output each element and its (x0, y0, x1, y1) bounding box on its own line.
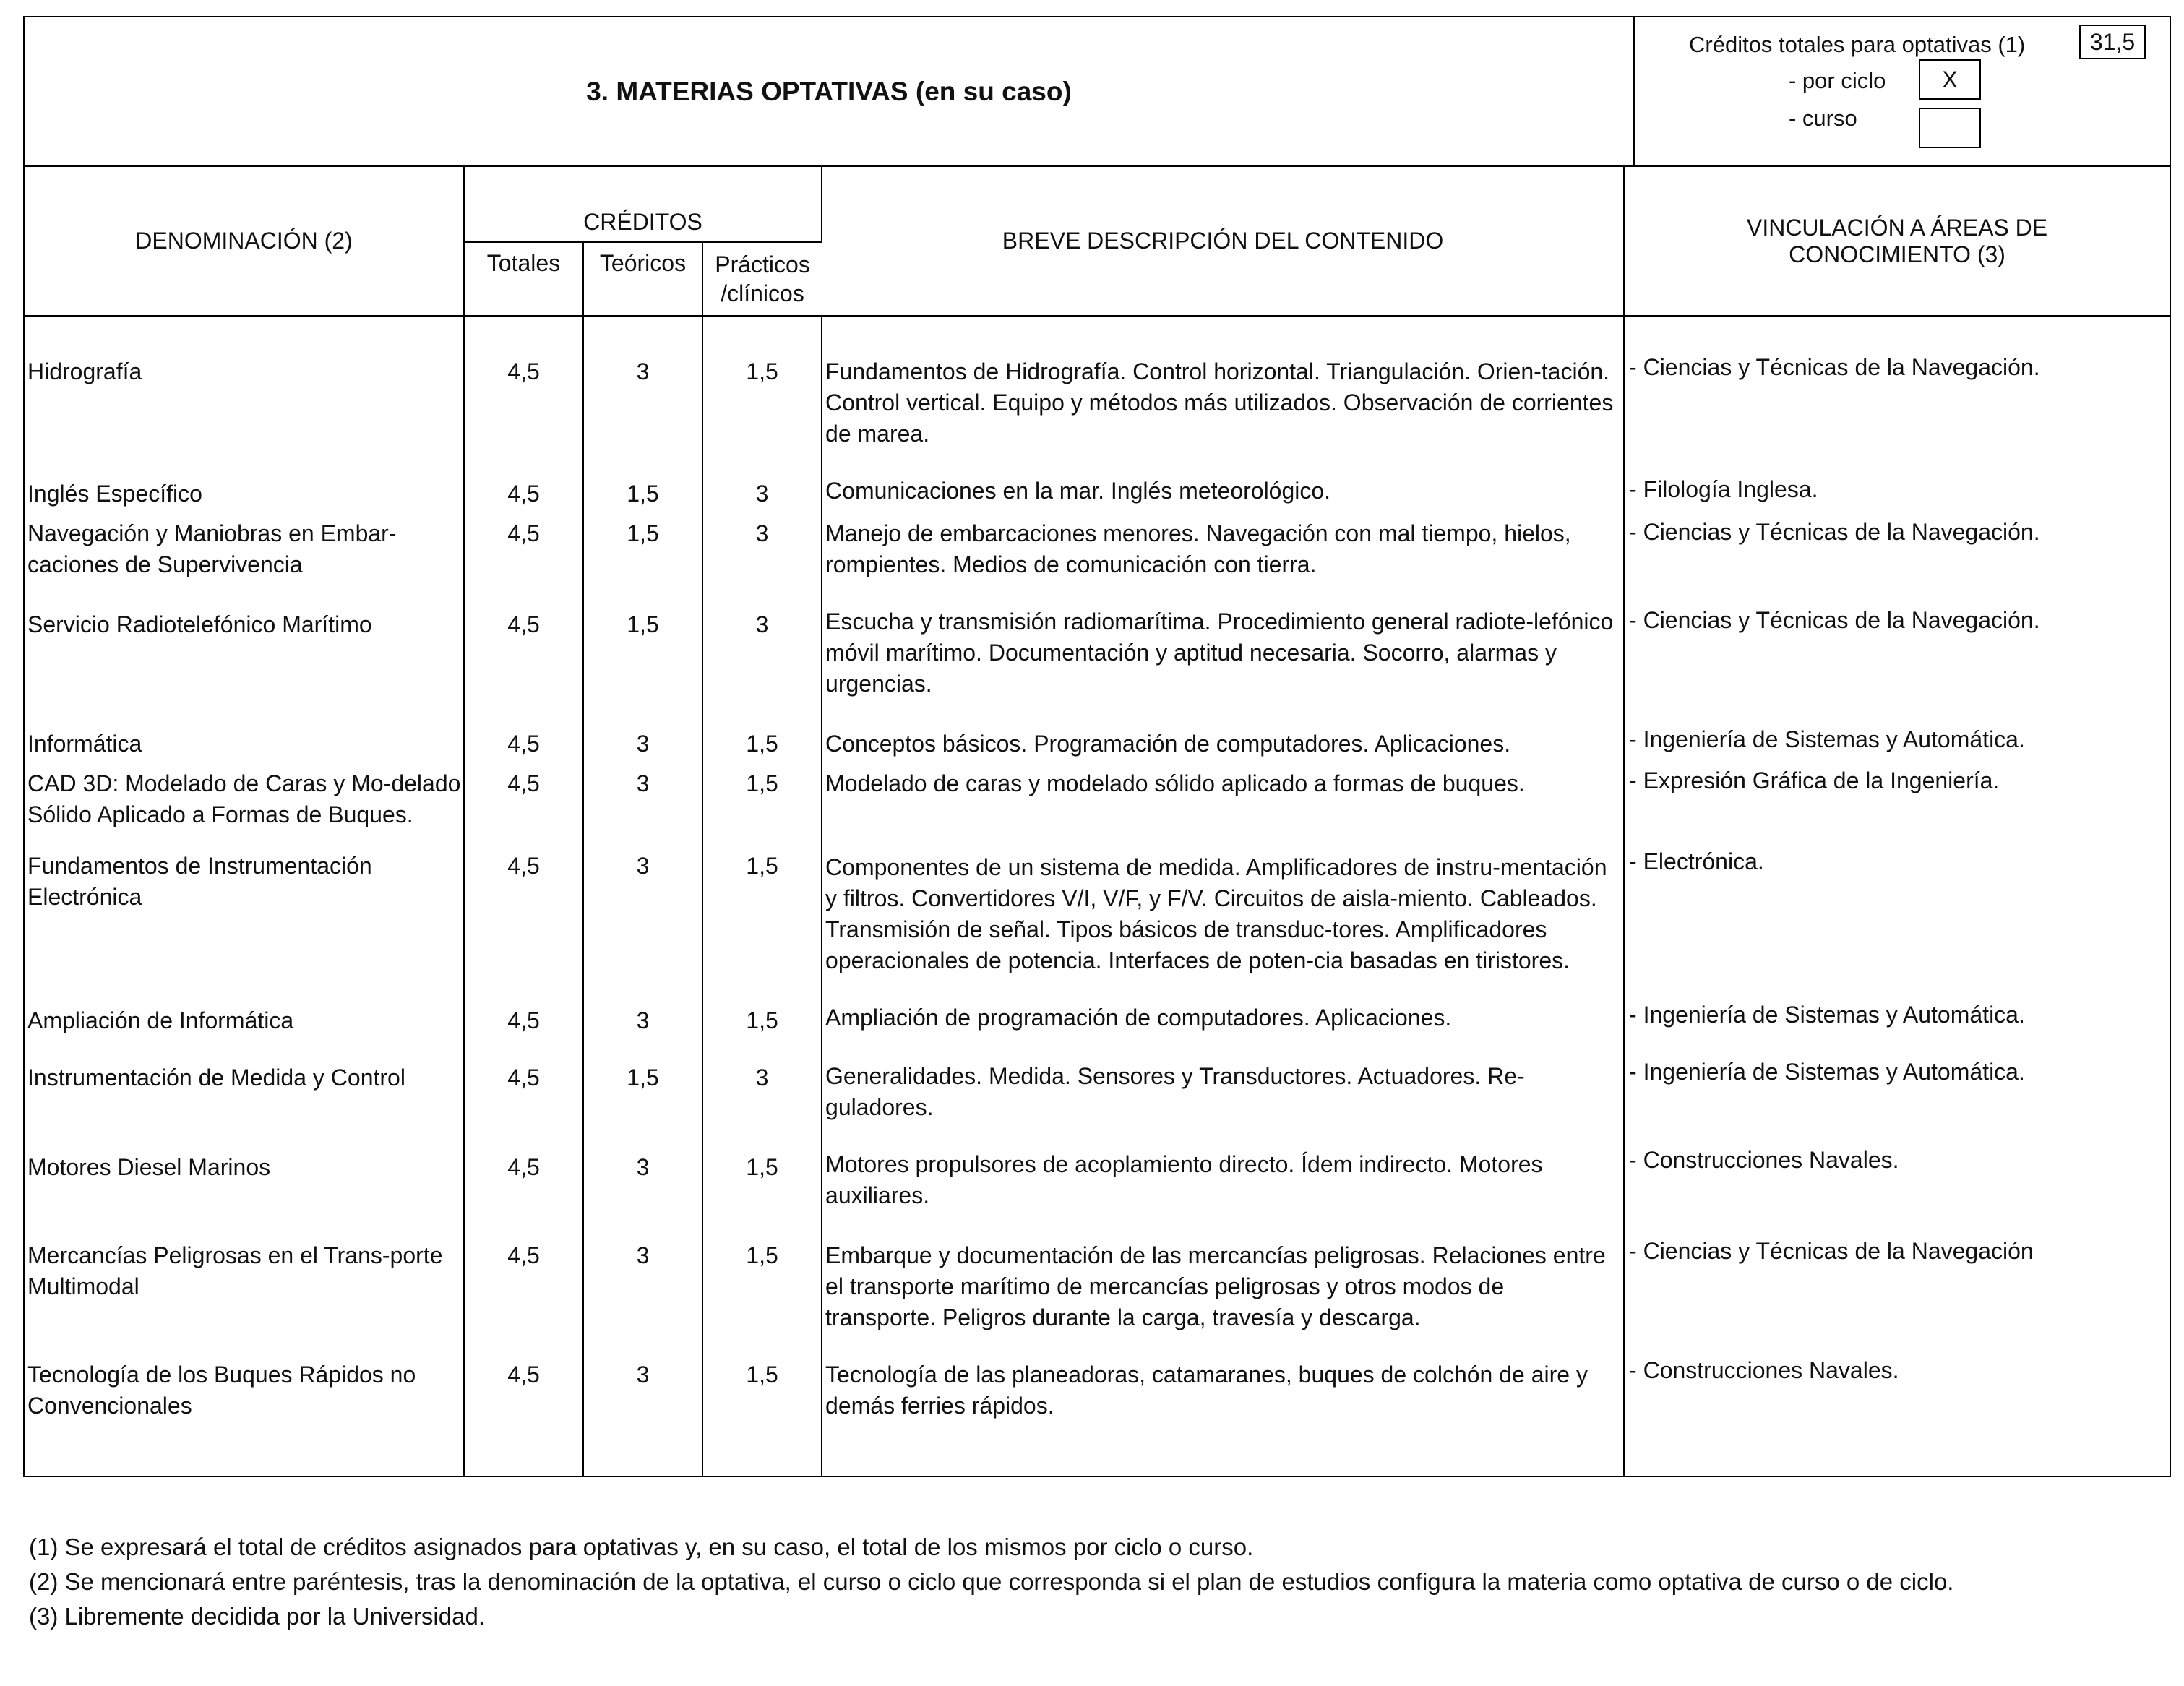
per-cycle-label: - por ciclo (1789, 68, 1886, 93)
credits-practice: 3 (702, 450, 822, 509)
per-cycle-checkbox: X (1919, 59, 1981, 100)
table-row (25, 1211, 2170, 1333)
credits-practice: 1,5 (702, 976, 822, 1036)
table-row (25, 976, 2170, 1036)
subject-description: Modelado de caras y modelado sólido aplicado a formas de buques. (822, 760, 1624, 830)
knowledge-area: - Ingeniería de Sistemas y Automática. (1629, 1059, 2025, 1085)
credits-summary (1635, 17, 2170, 165)
table-row (25, 509, 2170, 580)
credits-total: 4,5 (464, 1333, 583, 1422)
document-frame (23, 16, 2171, 1477)
credits-practice: 1,5 (702, 760, 822, 830)
credits-practice: 1,5 (702, 1123, 822, 1211)
credits-total: 4,5 (464, 580, 583, 700)
subject-name: Tecnología de los Buques Rápidos no Convencionales (25, 1333, 464, 1422)
per-course-label: - curso (1789, 106, 1857, 131)
column-header-totales: Totales (464, 242, 583, 316)
subject-name: Navegación y Maniobras en Embar-caciones de Supervivencia (25, 509, 464, 580)
credits-practice: 1,5 (702, 1211, 822, 1333)
credits-theory: 3 (583, 1123, 702, 1211)
credits-practice: 3 (702, 1036, 822, 1123)
subject-description: Comunicaciones en la mar. Inglés meteorológico. (822, 450, 1624, 509)
subject-description: Ampliación de programación de computadores. Aplicaciones. (822, 976, 1624, 1036)
per-course-checkbox (1919, 108, 1981, 148)
credits-theory: 3 (583, 700, 702, 760)
credits-theory: 3 (583, 1211, 702, 1333)
knowledge-area: - Ingeniería de Sistemas y Automática. (1629, 726, 2025, 752)
credits-theory: 1,5 (583, 1036, 702, 1123)
subject-description: Escucha y transmisión radiomarítima. Procedimiento general radiote-lefónico móvil marítimo. Documentación y aptitud necesaria. Socorro, alarmas y urgencias. (822, 580, 1624, 700)
table-row (25, 1333, 2170, 1422)
credits-theory: 1,5 (583, 509, 702, 580)
credits-practice: 1,5 (702, 1333, 822, 1422)
credits-practice: 3 (702, 509, 822, 580)
subject-name: Fundamentos de Instrumentación Electrónica (25, 830, 464, 976)
credits-theory: 3 (583, 830, 702, 976)
column-header-descripcion: BREVE DESCRIPCIÓN DEL CONTENIDO (822, 167, 1624, 316)
credits-practice: 1,5 (702, 830, 822, 976)
credits-total: 4,5 (464, 509, 583, 580)
subject-name: Servicio Radiotelefónico Marítimo (25, 580, 464, 700)
table-row (25, 830, 2170, 976)
knowledge-area: - Ciencias y Técnicas de la Navegación. (1629, 519, 2040, 545)
credits-practice: 1,5 (702, 700, 822, 760)
knowledge-area: - Ciencias y Técnicas de la Navegación (1629, 1238, 2034, 1264)
subject-name: Instrumentación de Medida y Control (25, 1036, 464, 1123)
subject-description: Manejo de embarcaciones menores. Navegación con mal tiempo, hielos, rompientes. Medios de comunicación con tierra. (822, 509, 1624, 580)
knowledge-area: - Ciencias y Técnicas de la Navegación. (1629, 354, 2040, 380)
credits-total: 4,5 (464, 1036, 583, 1123)
credits-practice: 3 (702, 580, 822, 700)
table-row (25, 337, 2170, 450)
column-header-teoricos: Teóricos (583, 242, 702, 316)
subject-description: Conceptos básicos. Programación de computadores. Aplicaciones. (822, 700, 1624, 760)
knowledge-area: - Construcciones Navales. (1629, 1147, 1899, 1173)
footnotes (29, 1531, 2168, 1635)
subject-name: Informática (25, 700, 464, 760)
credits-theory: 3 (583, 1333, 702, 1422)
credits-theory: 3 (583, 337, 702, 450)
subject-name: Hidrografía (25, 337, 464, 450)
credits-theory: 3 (583, 976, 702, 1036)
credits-total: 4,5 (464, 976, 583, 1036)
table-row (25, 580, 2170, 700)
credits-practice: 1,5 (702, 337, 822, 450)
column-header-creditos: CRÉDITOS (464, 167, 822, 242)
subject-description: Generalidades. Medida. Sensores y Transductores. Actuadores. Re-guladores. (822, 1036, 1624, 1123)
credits-total-value: 31,5 (2079, 25, 2146, 59)
credits-theory: 1,5 (583, 450, 702, 509)
credits-total: 4,5 (464, 337, 583, 450)
subject-description: Motores propulsores de acoplamiento directo. Ídem indirecto. Motores auxiliares. (822, 1123, 1624, 1211)
section-header (25, 17, 2170, 167)
column-header-practicos: Prácticos /clínicos (702, 242, 822, 316)
credits-total: 4,5 (464, 830, 583, 976)
optional-subjects-table (25, 167, 2170, 1477)
footnote: (2) Se mencionará entre paréntesis, tras la denominación de la optativa, el curso o ciclo que corresponda si el plan de estudios configura la materia como optativa de curso o de ciclo. (29, 1568, 1954, 1595)
subject-name: Inglés Específico (25, 450, 464, 509)
credits-total-label: Créditos totales para optativas (1) (1689, 32, 2026, 57)
table-row (25, 1123, 2170, 1211)
credits-theory: 3 (583, 760, 702, 830)
knowledge-area: - Electrónica. (1629, 848, 1764, 874)
knowledge-area: - Construcciones Navales. (1629, 1357, 1899, 1383)
table-row (25, 760, 2170, 830)
subject-name: CAD 3D: Modelado de Caras y Mo-delado Sólido Aplicado a Formas de Buques. (25, 760, 464, 830)
knowledge-area: - Ciencias y Técnicas de la Navegación. (1629, 607, 2040, 633)
section-title: 3. MATERIAS OPTATIVAS (en su caso) (25, 17, 1635, 165)
subject-name: Ampliación de Informática (25, 976, 464, 1036)
knowledge-area: - Ingeniería de Sistemas y Automática. (1629, 1002, 2025, 1028)
credits-total: 4,5 (464, 450, 583, 509)
credits-theory: 1,5 (583, 580, 702, 700)
subject-name: Mercancías Peligrosas en el Trans-porte Multimodal (25, 1211, 464, 1333)
credits-total: 4,5 (464, 1211, 583, 1333)
column-header-vinculacion: VINCULACIÓN A ÁREAS DE CONOCIMIENTO (3) (1624, 167, 2170, 316)
subject-description: Componentes de un sistema de medida. Amplificadores de instru-mentación y filtros. Convertidores V/I, V/F, y F/V. Circuitos de aisla-miento. Cableados. Transmisión de señal. Tipos básicos de transduc-tores. Amplificadores operacionales de potencia. Interfaces de poten-cia basadas en tiristores. (822, 830, 1624, 976)
table-row (25, 450, 2170, 509)
credits-total: 4,5 (464, 760, 583, 830)
subject-description: Tecnología de las planeadoras, catamaranes, buques de colchón de aire y demás ferries rápidos. (822, 1333, 1624, 1422)
credits-total: 4,5 (464, 700, 583, 760)
knowledge-area: - Expresión Gráfica de la Ingeniería. (1629, 767, 2000, 793)
table-row (25, 1036, 2170, 1123)
subject-name: Motores Diesel Marinos (25, 1123, 464, 1211)
subject-description: Fundamentos de Hidrografía. Control horizontal. Triangulación. Orien-tación. Control vertical. Equipo y métodos más utilizados. Observación de corrientes de marea. (822, 337, 1624, 450)
subject-description: Embarque y documentación de las mercancías peligrosas. Relaciones entre el transporte marítimo de mercancías peligrosas y otros modos de transporte. Peligros durante la carga, travesía y descarga. (822, 1211, 1624, 1333)
credits-total: 4,5 (464, 1123, 583, 1211)
footnote: (3) Libremente decidida por la Universidad. (29, 1603, 485, 1630)
footnote: (1) Se expresará el total de créditos asignados para optativas y, en su caso, el total de los mismos por ciclo o curso. (29, 1534, 1254, 1560)
column-header-denominacion: DENOMINACIÓN (2) (25, 167, 464, 316)
table-row (25, 700, 2170, 760)
knowledge-area: - Filología Inglesa. (1629, 476, 1818, 502)
